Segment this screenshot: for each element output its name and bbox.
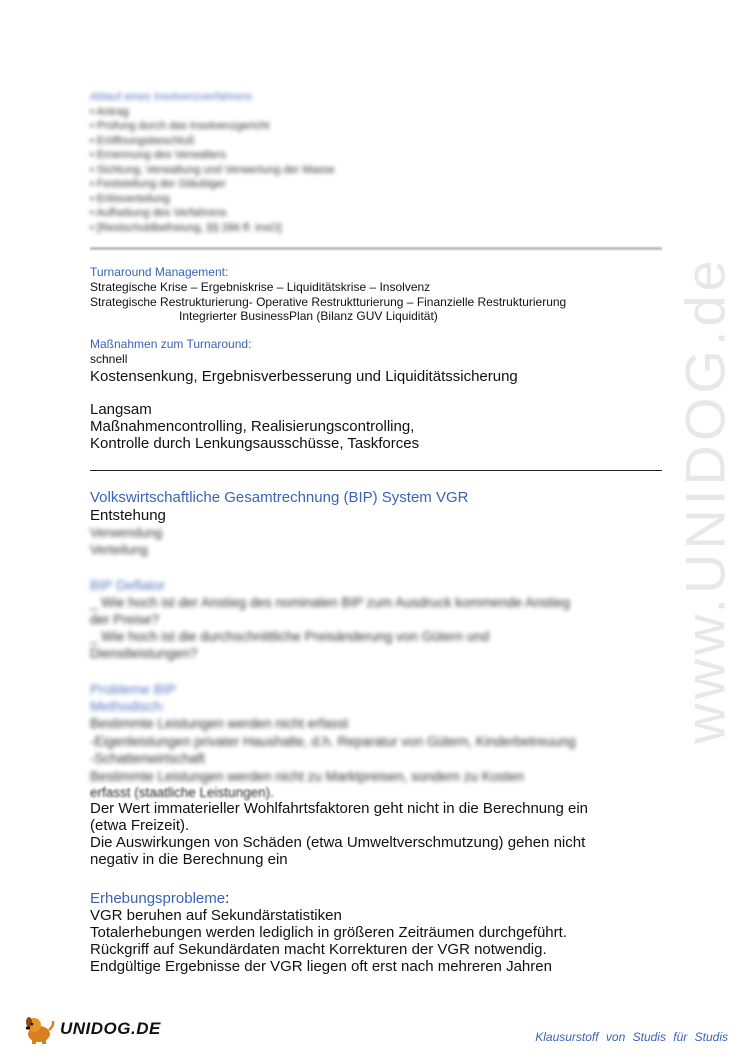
probleme-line: Bestimmte Leistungen werden nicht erfasst (90, 716, 349, 731)
probleme-line: Bestimmte Leistungen werden nicht zu Marktpreisen, sondern zu Kosten (90, 768, 524, 784)
deflator-line: Dienstleistungen? (90, 646, 198, 661)
probleme-line: -Eigenleistungen privater Haushalte, d.h. Reparatur von Gütern, Kinderbetreuung (90, 733, 576, 749)
deflator-line: _ Wie hoch ist der Anstieg des nominalen BIP zum Ausdruck kommende Anstieg (90, 595, 571, 610)
deflator-line: der Preise? (90, 612, 160, 627)
logo-text: UNIDOG.DE (60, 1019, 161, 1038)
vgr-item: Entstehung (90, 507, 166, 524)
probleme-line: negativ in die Berechnung ein (90, 851, 288, 868)
list-item: • Antrag (90, 105, 129, 118)
dog-icon (22, 1012, 56, 1046)
list-item: • Aufhebung des Verfahrens (90, 207, 227, 219)
erhebung-line: Rückgriff auf Sekundärdaten macht Korrekturen der VGR notwendig. (90, 941, 547, 958)
list-item: • [Restschuldbefreiung, §§ 286 ff. InsO] (90, 221, 282, 234)
deflator-section (90, 577, 570, 662)
probleme-line: (etwa Freizeit). (90, 817, 190, 834)
section-divider (90, 247, 662, 250)
turnaround-title: Turnaround Management: (90, 265, 229, 279)
vgr-title: Volkswirtschaftliche Gesamtrechnung (BIP) System VGR (90, 489, 469, 506)
probleme-line: -Schattenwirtschaft (90, 751, 205, 766)
erhebung-title: Erhebungsprobleme (90, 890, 226, 907)
list-item: • Ernennung des Verwalters (90, 149, 226, 161)
vgr-item: Verwendung (90, 525, 163, 540)
schnell-label: schnell (90, 352, 128, 366)
langsam-label: Langsam (90, 400, 152, 418)
probleme-line: Der Wert immaterieller Wohlfahrtsfaktoren geht nicht in die Berechnung ein (90, 800, 589, 817)
list-item: • Eröffnungsbeschluß (90, 134, 195, 147)
vgr-section (90, 489, 468, 558)
deflator-line: _ Wie hoch ist die durchschnittliche Preisänderung von Gütern und (90, 629, 490, 644)
schnell-text: Kostensenkung, Ergebnisverbesserung und Liquiditätssicherung (90, 367, 518, 385)
probleme-title: Probleme BIP (90, 681, 177, 697)
turnaround-line: Integrierter BusinessPlan (Bilanz GUV Liquidität) (179, 309, 438, 323)
erhebung-title-row (90, 890, 567, 907)
list-item: • Prüfung durch das Insolvenzgericht (90, 120, 270, 132)
massnahmen-title: Maßnahmen zum Turnaround: (90, 337, 252, 351)
probleme-subtitle: Methodisch: (90, 698, 166, 714)
probleme-section (90, 681, 588, 868)
erhebung-section (90, 890, 567, 975)
section-divider (90, 470, 662, 471)
probleme-line: Die Auswirkungen von Schäden (etwa Umweltverschmutzung) gehen nicht (90, 834, 586, 851)
insolvenz-section (90, 90, 335, 235)
watermark: www.UNIDOG.de (673, 256, 737, 744)
insolvenz-title: Ablauf eines Insolvenzverfahrens (90, 91, 253, 103)
list-item: • Sichtung, Verwaltung und Verwertung der Masse (90, 163, 335, 176)
langsam-text: Maßnahmencontrolling, Realisierungscontrolling, (90, 417, 415, 435)
probleme-line: erfasst (staatliche Leistungen). (90, 785, 274, 800)
turnaround-section (90, 265, 566, 324)
erhebung-colon: : (225, 890, 230, 907)
list-item: • Erlösverteilung (90, 192, 170, 205)
turnaround-line: Strategische Restrukturierung- Operative Restruktturierung – Finanzielle Restrukturierung (90, 294, 567, 309)
erhebung-line: Endgültige Ergebnisse der VGR liegen oft erst nach mehreren Jahren (90, 958, 552, 975)
vgr-item: Verteilung (90, 542, 148, 557)
erhebung-line: Totalerhebungen werden lediglich in größeren Zeiträumen durchgeführt. (90, 924, 567, 941)
list-item: • Feststellung der Gläubiger (90, 178, 226, 190)
erhebung-line: VGR beruhen auf Sekundärstatistiken (90, 907, 342, 924)
langsam-text: Kontrolle durch Lenkungsausschüsse, Taskforces (90, 434, 420, 452)
turnaround-line: Strategische Krise – Ergebniskrise – Liquiditätskrise – Insolvenz (90, 280, 431, 294)
massnahmen-section (90, 337, 518, 452)
footer-tagline: Klausurstoff von Studis für Studis (535, 1030, 728, 1044)
deflator-title: BIP Deflator (90, 577, 166, 593)
unidog-logo (22, 1012, 161, 1046)
